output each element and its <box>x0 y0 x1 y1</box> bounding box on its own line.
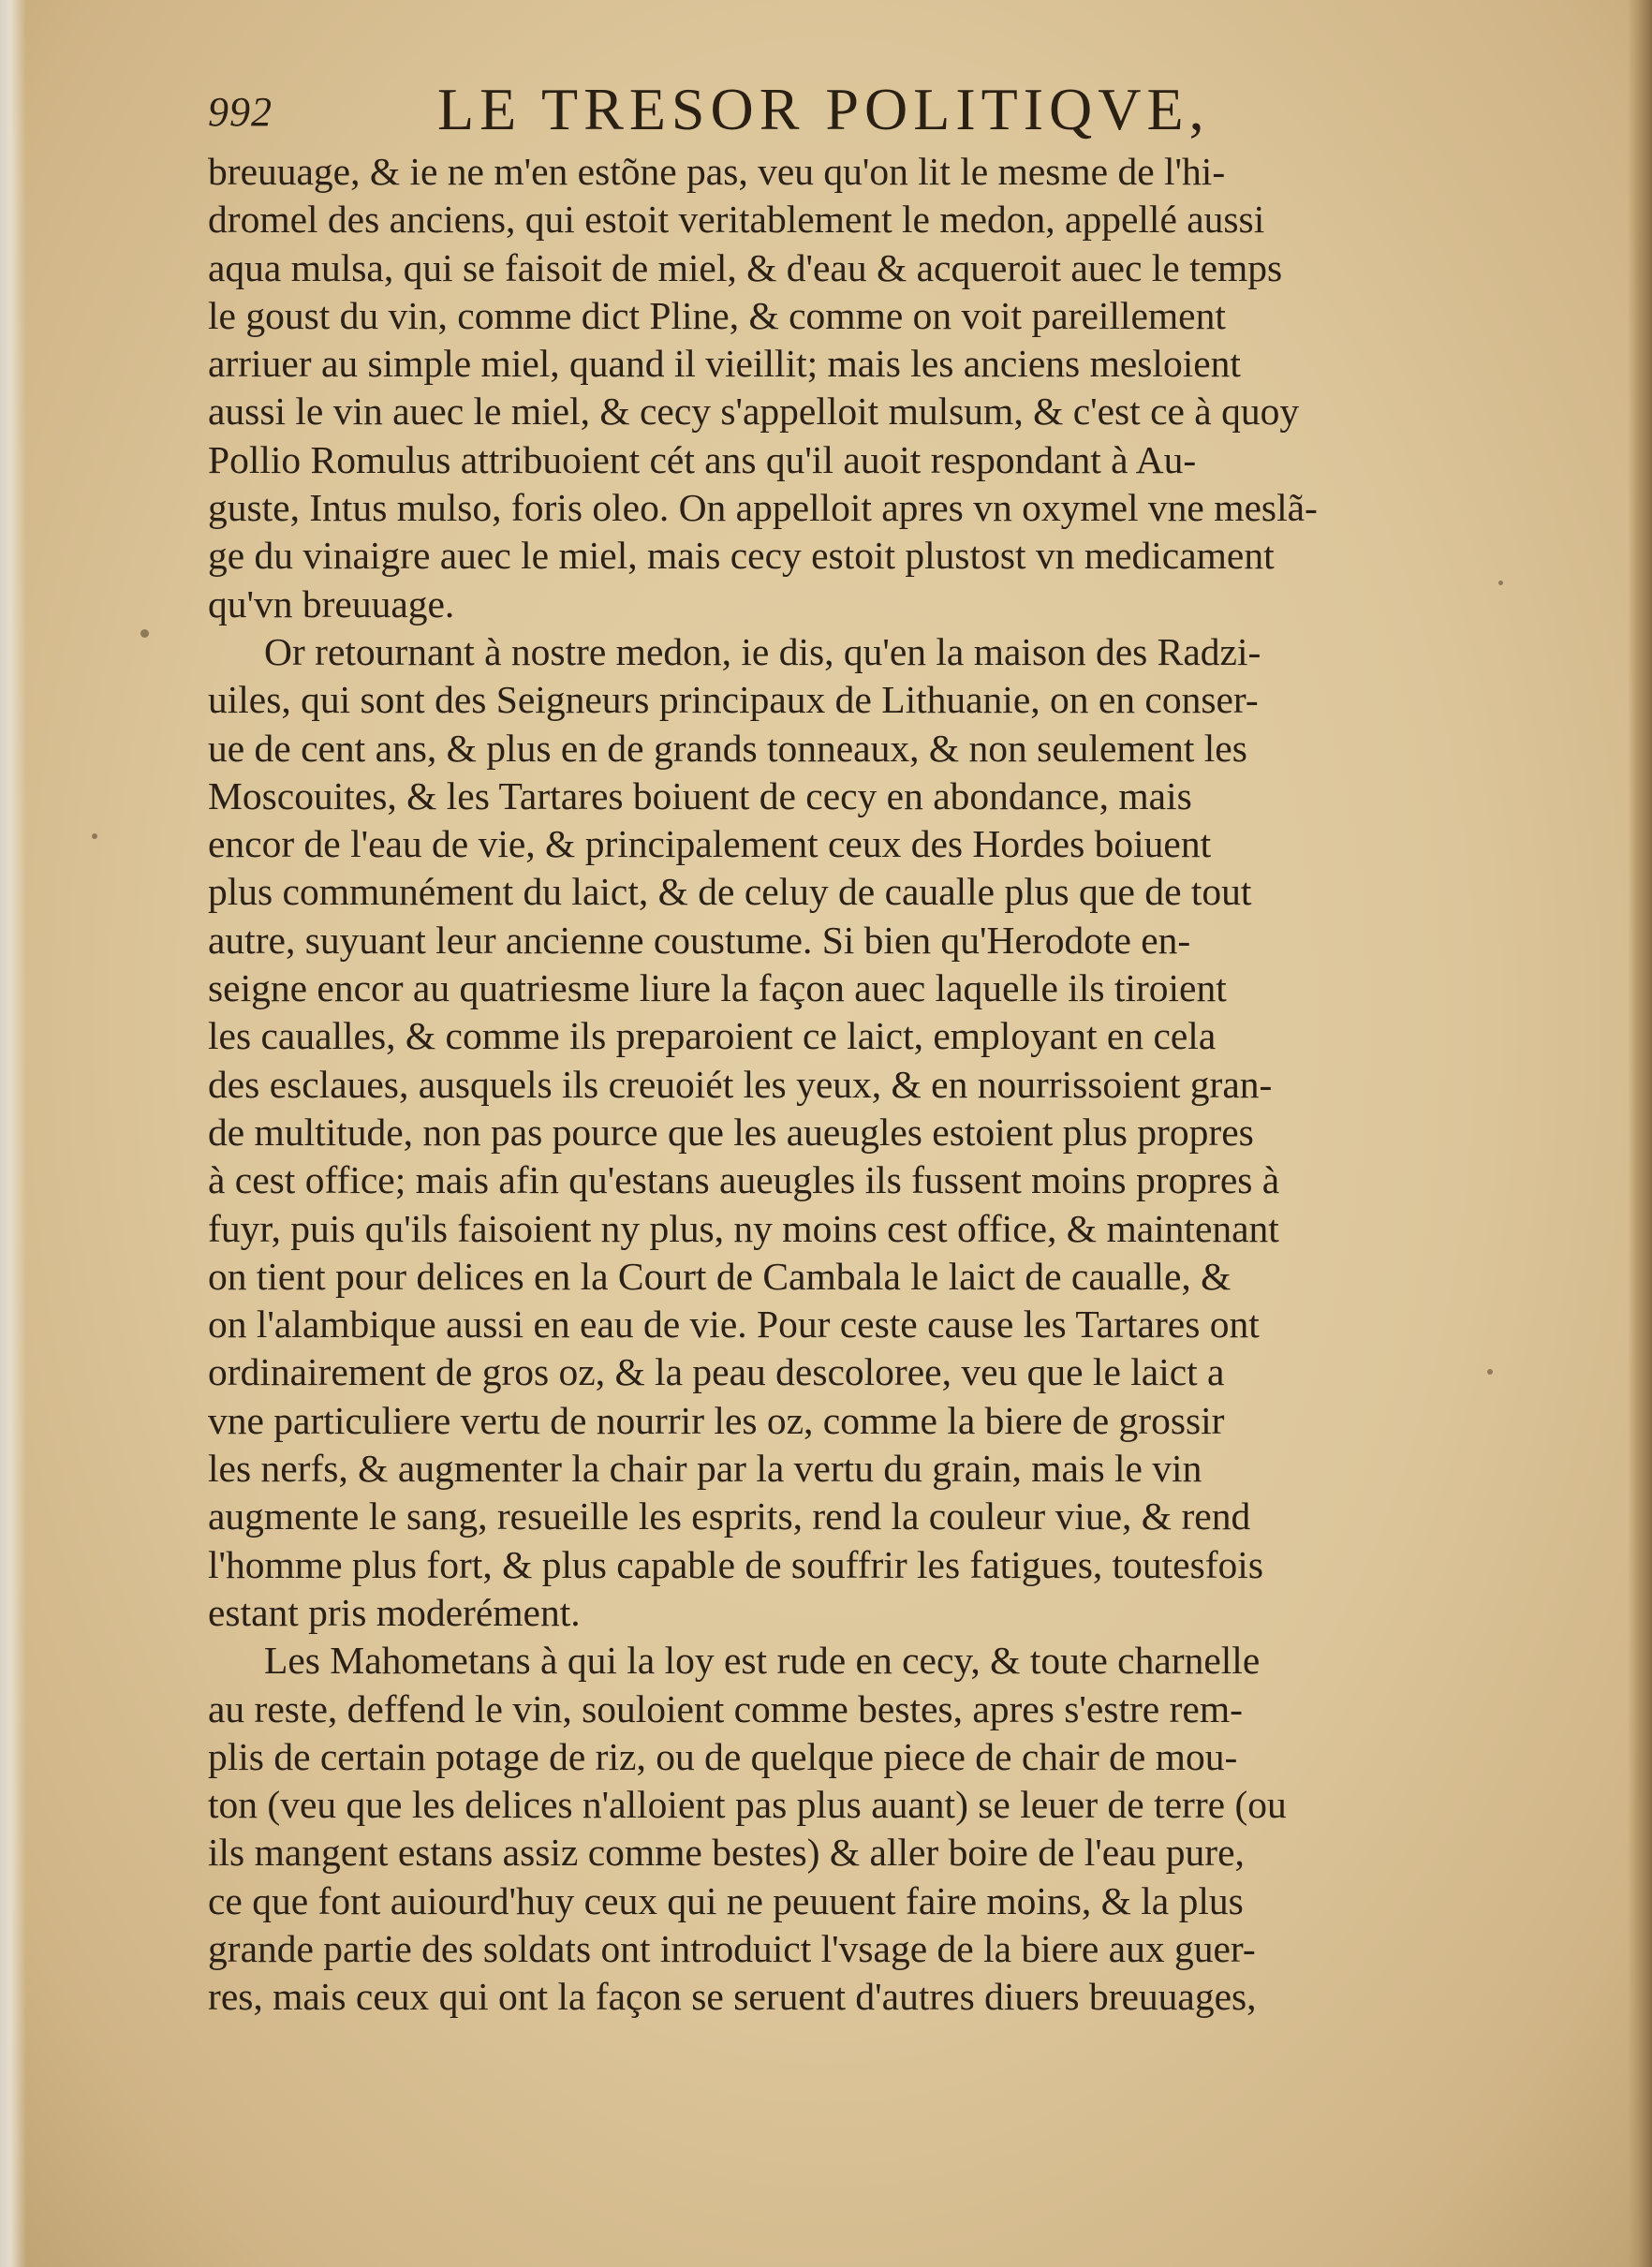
text-line: augmente le sang, resueille les esprits, rend la couleur viue, & rend <box>208 1494 1251 1538</box>
text-line: guste, Intus mulso, foris oleo. On appelloit apres vn oxymel vne meslã- <box>208 486 1318 530</box>
text-line: Moscouites, & les Tartares boiuent de cecy en abondance, mais <box>208 773 1192 817</box>
text-line: res, mais ceux qui ont la façon se seruent d'autres diuers breuuages, <box>208 1975 1257 2019</box>
text-line: ue de cent ans, & plus en de grands tonneaux, & non seulement les <box>208 726 1247 770</box>
text-line: vne particuliere vertu de nourrir les oz, comme la biere de grossir <box>208 1398 1225 1442</box>
text-line: au reste, deffend le vin, souloient comme bestes, apres s'estre rem- <box>208 1686 1243 1730</box>
text-line: l'homme plus fort, & plus capable de souffrir les fatigues, toutesfois <box>208 1542 1263 1586</box>
page-left-edge <box>0 0 26 2267</box>
page-number: 992 <box>208 89 273 135</box>
text-line: seigne encor au quatriesme liure la façon auec laquelle ils tiroient <box>208 966 1227 1010</box>
text-line: qu'vn breuuage. <box>208 581 455 626</box>
text-line: plis de certain potage de riz, ou de quelque piece de chair de mou- <box>208 1734 1238 1778</box>
paragraph <box>208 1637 1482 2021</box>
text-line: uiles, qui sont des Seigneurs principaux de Lithuanie, on en conser- <box>208 678 1259 722</box>
text-line: Or retournant à nostre medon, ie dis, qu'en la maison des Radzi- <box>264 629 1261 673</box>
body-text <box>208 148 1482 2022</box>
text-line: dromel des anciens, qui estoit veritablement le medon, appellé aussi <box>208 198 1265 242</box>
text-line: ils mangent estans assiz comme bestes) & aller boire de l'eau pure, <box>208 1831 1245 1875</box>
ink-spot <box>1498 581 1503 585</box>
running-title: LE TRESOR POLITIQVE, <box>437 76 1210 142</box>
text-line: on tient pour delices en la Court de Cambala le laict de caualle, & <box>208 1254 1232 1298</box>
page-header <box>208 75 1304 150</box>
text-line: ce que font auiourd'huy ceux qui ne peuuent faire moins, & la plus <box>208 1878 1244 1922</box>
text-line: encor de l'eau de vie, & principalement ceux des Hordes boiuent <box>208 822 1212 866</box>
text-line: les nerfs, & augmenter la chair par la vertu du grain, mais le vin <box>208 1447 1202 1491</box>
text-line: de multitude, non pas pource que les aueugles estoient plus propres <box>208 1110 1254 1154</box>
text-line: les caualles, & comme ils preparoient ce laict, employant en cela <box>208 1014 1217 1058</box>
text-line: Les Mahometans à qui la loy est rude en cecy, & toute charnelle <box>264 1639 1261 1683</box>
text-line: ge du vinaigre auec le miel, mais cecy estoit plustost vn medicament <box>208 534 1275 578</box>
ink-spot <box>140 629 149 638</box>
text-line: on l'alambique aussi en eau de vie. Pour ceste cause les Tartares ont <box>208 1303 1260 1347</box>
text-line: ton (veu que les delices n'alloient pas plus auant) se leuer de terre (ou <box>208 1783 1287 1827</box>
text-line: fuyr, puis qu'ils faisoient ny plus, ny moins cest office, & maintenant <box>208 1206 1279 1250</box>
paragraph <box>208 628 1482 1637</box>
paragraph <box>208 148 1482 628</box>
page-right-edge <box>1628 0 1652 2267</box>
text-line: à cest office; mais afin qu'estans aueugles ils fussent moins propres à <box>208 1158 1280 1202</box>
ink-spot <box>92 833 97 839</box>
text-line: Pollio Romulus attribuoient cét ans qu'il auoit respondant à Au- <box>208 437 1197 481</box>
text-line: autre, suyuant leur ancienne coustume. Si bien qu'Herodote en- <box>208 918 1191 962</box>
text-line: aqua mulsa, qui se faisoit de miel, & d'eau & acqueroit auec le temps <box>208 245 1283 289</box>
text-line: plus communément du laict, & de celuy de caualle plus que de tout <box>208 870 1252 914</box>
text-line: ordinairement de gros oz, & la peau descoloree, veu que le laict a <box>208 1350 1225 1394</box>
text-line: arriuer au simple miel, quand il vieillit; mais les anciens mesloient <box>208 342 1241 386</box>
text-line: breuuage, & ie ne m'en estõne pas, veu qu'on lit le mesme de l'hi- <box>208 150 1226 193</box>
text-line: aussi le vin auec le miel, & cecy s'appelloit mulsum, & c'est ce à quoy <box>208 390 1300 434</box>
text-line: des esclaues, ausquels ils creuoiét les yeux, & en nourrissoient gran- <box>208 1062 1273 1106</box>
ink-spot <box>1487 1369 1493 1375</box>
text-line: estant pris moderément. <box>208 1590 581 1634</box>
text-line: grande partie des soldats ont introduict l'vsage de la biere aux guer- <box>208 1926 1256 1970</box>
text-line: le goust du vin, comme dict Pline, & comme on voit pareillement <box>208 293 1226 337</box>
